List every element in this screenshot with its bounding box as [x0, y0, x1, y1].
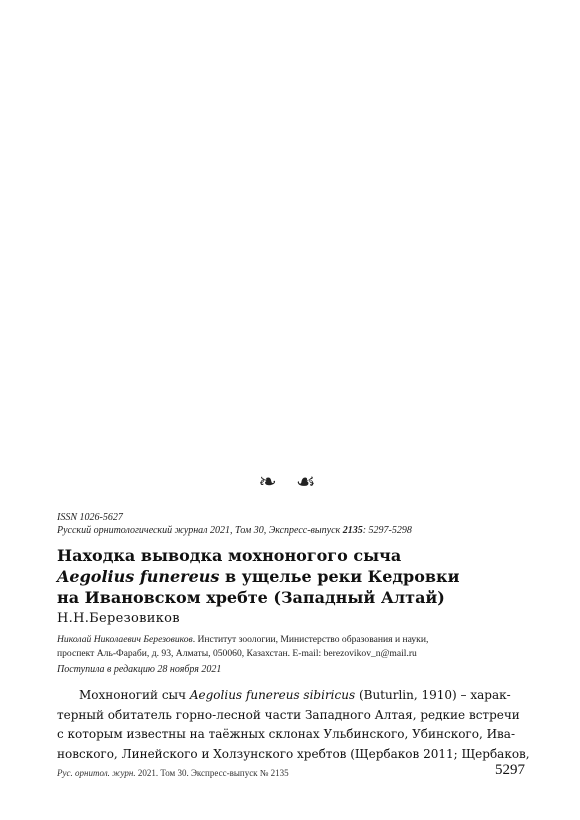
title-line-2	[57, 566, 527, 587]
ornament-divider: ❧ ☙	[258, 470, 322, 495]
journal-citation-prefix: Русский орнитологический журнал 2021, Том 30, Экспресс-выпуск	[57, 525, 343, 536]
author-name: Н.Н.Березовиков	[57, 611, 180, 626]
body-species-latin: Aegolius funereus sibiricus	[189, 688, 356, 702]
body-line-1	[57, 686, 527, 706]
journal-pages: : 5297-5298	[362, 525, 412, 536]
affiliation-line-1	[57, 633, 527, 647]
received-date: Поступила в редакцию 28 ноября 2021	[57, 664, 222, 675]
page-number: 5297	[495, 762, 525, 778]
body-line-2: терный обитатель горно-лесной части Западного Алтая, редкие встречи	[57, 707, 520, 722]
body-line-1-b: (Buturlin, 1910) – харак-	[355, 688, 511, 702]
journal-issue-number: 2135	[342, 525, 363, 536]
affiliation-author-full-name: Николай Николаевич Березовиков	[57, 634, 193, 645]
affiliation-institute: . Институт зоологии, Министерство образования и науки,	[192, 634, 429, 645]
title-line-2-rest: в ущелье реки Кедровки	[219, 567, 460, 586]
footer-issue: 2021. Том 30. Экспресс-выпуск № 2135	[135, 768, 289, 778]
body-line-1-a: Мохноногий сыч	[79, 688, 190, 702]
title-line-1: Находка выводка мохноногого сыча	[57, 546, 402, 565]
journal-citation	[57, 524, 527, 537]
footer-journal-abbr: Рус. орнитол. журн.	[57, 768, 136, 778]
article-title	[57, 545, 527, 608]
author-affiliation	[57, 633, 527, 661]
issn-line: ISSN 1026-5627	[57, 512, 123, 523]
title-species-latin: Aegolius funereus	[57, 567, 220, 586]
article-body	[57, 686, 530, 764]
page-footer	[57, 768, 289, 778]
body-line-4: новского, Линейского и Холзунского хребтов (Щербаков 2011; Щербаков,	[57, 746, 530, 761]
body-line-3: с которым известны на таёжных склонах Ульбинского, Убинского, Ива-	[57, 727, 516, 741]
title-line-3: на Ивановском хребте (Западный Алтай)	[57, 588, 445, 607]
affiliation-line-2: проспект Аль-Фараби, д. 93, Алматы, 050060, Казахстан. E-mail: berezovikov_n@mail.ru	[57, 648, 417, 659]
